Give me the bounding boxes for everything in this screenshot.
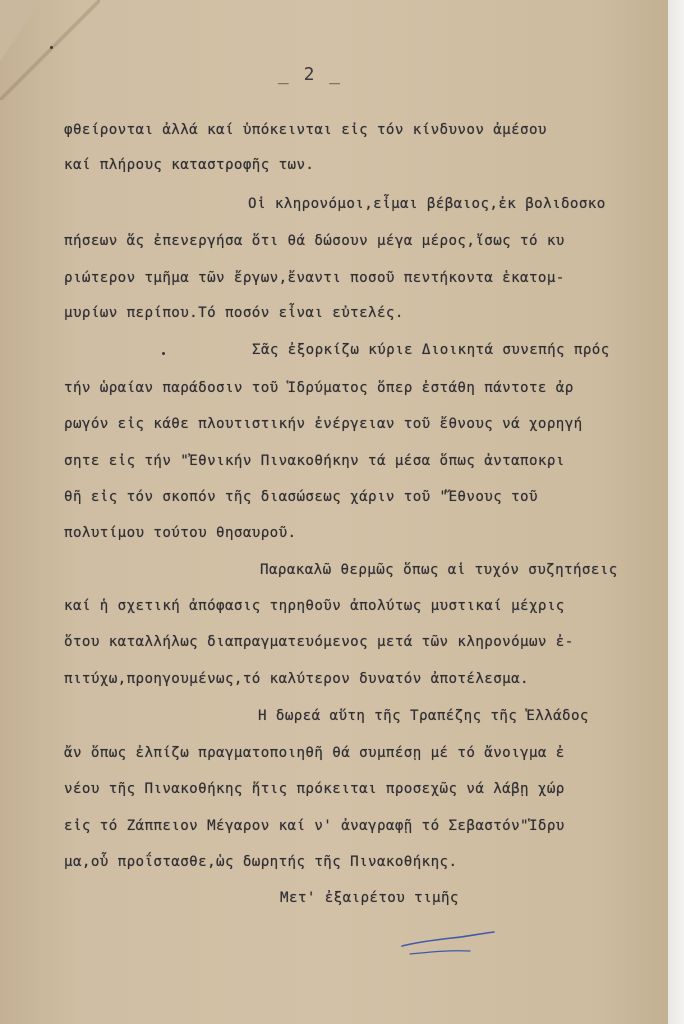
text-line: καί ἡ σχετική ἀπόφασις τηρηθοῦν ἀπολύτως μυστικαί μέχρις xyxy=(64,598,565,614)
text-line: τήν ὡραίαν παράδοσιν τοῦ Ἱδρύματος ὅπερ ἐστάθη πάντοτε ἀρ xyxy=(64,380,574,396)
text-line: Οἱ κληρονόμοι,εἶμαι βέβαιος,ἐκ βολιδοσκο xyxy=(248,196,606,212)
text-line: ρωγόν εἰς κάθε πλουτιστικήν ἐνέργειαν τοῦ ἔθνους νά χορηγή xyxy=(64,416,583,432)
text-line: εἰς τό Ζάππειον Μέγαρον καί ν' ἀναγραφῇ τό Σεβαστόν"Ἱδρυ xyxy=(64,818,565,834)
text-line: σητε εἰς τήν "Ἐθνικήν Πινακοθήκην τά μέσα ὅπως ἀνταποκρι xyxy=(64,453,565,469)
page-edge xyxy=(666,0,684,1024)
text-line: πιτύχω,προηγουμένως,τό καλύτερον δυνατόν ἀποτέλεσμα. xyxy=(64,671,529,687)
page-number: _ 2 _ xyxy=(277,64,343,85)
text-line: μυρίων περίπου.Τό ποσόν εἶναι εὐτελές. xyxy=(64,305,404,321)
paper-mark xyxy=(162,352,165,355)
closing-line: Μετ' ἐξαιρέτου τιμῆς xyxy=(280,890,459,906)
text-line: Παρακαλῶ θερμῶς ὅπως αἱ τυχόν συζητήσεις xyxy=(260,562,618,578)
text-line: καί πλήρους καταστροφῆς των. xyxy=(64,157,315,173)
text-line: πολυτίμου τούτου θησαυροῦ. xyxy=(64,525,297,541)
text-line: ὅτου καταλλήλως διαπραγματευόμενος μετά τῶν κληρονόμων ἐ- xyxy=(64,634,574,650)
text-line: ριώτερον τμῆμα τῶν ἔργων,ἔναντι ποσοῦ πεντήκοντα ἑκατομ- xyxy=(64,270,565,286)
text-line: νέου τῆς Πινακοθήκης ἥτις πρόκειται προσεχῶς νά λάβῃ χώρ xyxy=(64,781,565,797)
paper-mark xyxy=(50,46,53,49)
text-line: Η δωρεά αὕτη τῆς Τραπέζης τῆς Ἑλλάδος xyxy=(258,708,589,724)
text-line: πήσεων ἅς ἐπενεργήσα ὅτι θά δώσουν μέγα μέρος,ἴσως τό κυ xyxy=(64,233,565,249)
text-line: θῆ εἰς τόν σκοπόν τῆς διασώσεως χάριν τοῦ "Ἔθνους τοῦ xyxy=(64,489,538,505)
handwritten-signature xyxy=(400,920,500,970)
text-line: μα,οὗ προΐστασθε,ὡς δωρητής τῆς Πινακοθήκης. xyxy=(64,854,458,870)
text-line: φθείρονται ἀλλά καί ὑπόκεινται εἰς τόν κίνδυνον ἀμέσου xyxy=(64,122,547,138)
text-line: ἄν ὅπως ἐλπίζω πραγματοποιηθῆ θά συμπέσῃ μέ τό ἄνοιγμα ἐ xyxy=(64,745,565,761)
text-line: Σᾶς ἐξορκίζω κύριε Διοικητά συνεπής πρός xyxy=(252,342,610,358)
